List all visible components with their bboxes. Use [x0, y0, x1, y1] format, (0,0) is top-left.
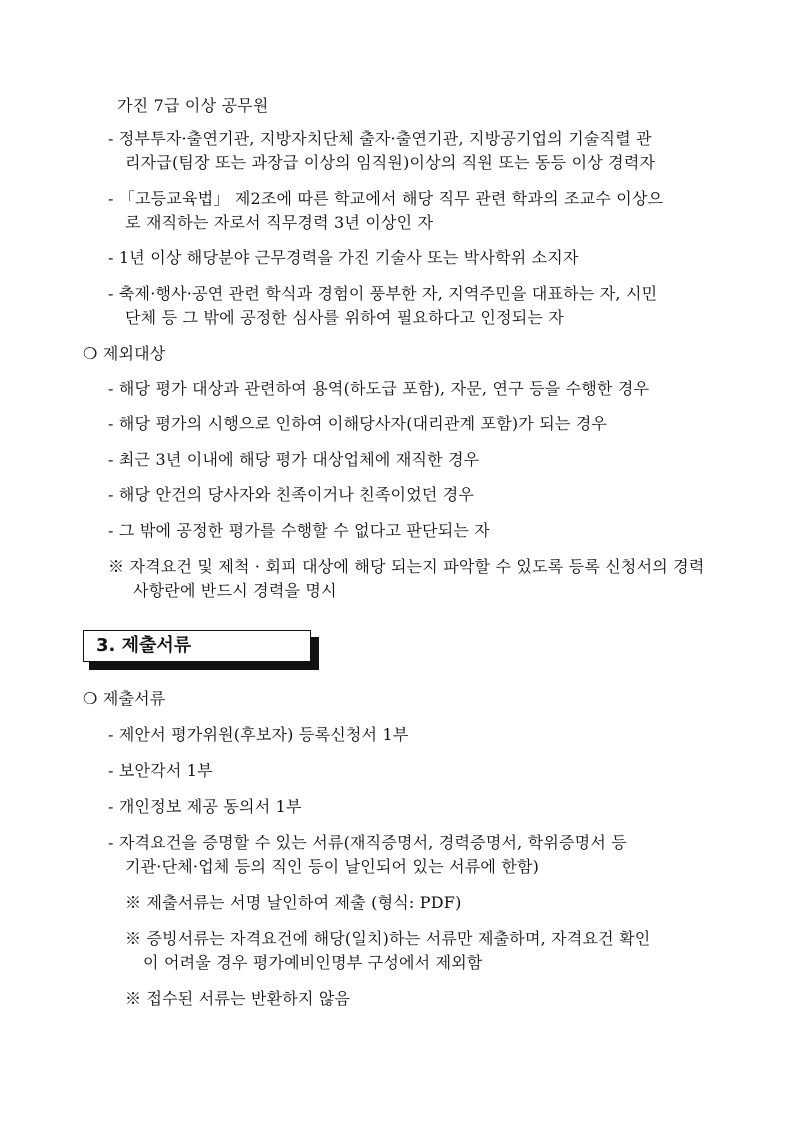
text-line: 단체 등 그 밖에 공정한 심사를 위하여 필요하다고 인정되는 자	[125, 308, 564, 327]
text-line: ❍ 제출서류	[83, 689, 166, 708]
text-line: - 그 밖에 공정한 평가를 수행할 수 없다고 판단되는 자	[108, 521, 490, 540]
text-line: ※ 자격요건 및 제척 · 회피 대상에 해당 되는지 파악할 수 있도록 등록 신청서의 경력	[108, 557, 705, 576]
text-line: 가진 7급 이상 공무원	[117, 96, 269, 115]
text-line: - 정부투자·출연기관, 지방자치단체 출자·출연기관, 지방공기업의 기술직렬 관	[108, 129, 652, 148]
text-line: - 자격요건을 증명할 수 있는 서류(재직증명서, 경력증명서, 학위증명서 등	[108, 833, 627, 852]
text-line: - 최근 3년 이내에 해당 평가 대상업체에 재직한 경우	[108, 450, 480, 469]
text-line: - 제안서 평가위원(후보자) 등록신청서 1부	[108, 725, 409, 744]
text-line: ※ 제출서류는 서명 날인하여 제출 (형식: PDF)	[125, 893, 462, 912]
text-line: ※ 증빙서류는 자격요건에 해당(일치)하는 서류만 제출하며, 자격요건 확인	[125, 929, 651, 948]
text-line: - 개인정보 제공 동의서 1부	[108, 797, 302, 816]
text-line: - 축제·행사·공연 관련 학식과 경험이 풍부한 자, 지역주민을 대표하는 자, 시민	[108, 284, 658, 303]
section-title: 3. 제출서류	[96, 635, 192, 656]
text-line: - 해당 안건의 당사자와 친족이거나 친족이었던 경우	[108, 485, 475, 504]
text-line: 사항란에 반드시 경력을 명시	[133, 581, 337, 600]
text-line: 로 재직하는 자로서 직무경력 3년 이상인 자	[125, 213, 434, 232]
text-line: 리자급(팀장 또는 과장급 이상의 임직원)이상의 직원 또는 동등 이상 경력자	[125, 153, 656, 172]
text-line: ※ 접수된 서류는 반환하지 않음	[125, 989, 351, 1008]
text-line: - 1년 이상 해당분야 근무경력을 가진 기술사 또는 박사학위 소지자	[108, 248, 579, 267]
text-line: - 「고등교육법」 제2조에 따른 학교에서 해당 직무 관련 학과의 조교수 이상으	[108, 189, 664, 208]
text-line: - 해당 평가의 시행으로 인하여 이해당사자(대리관계 포함)가 되는 경우	[108, 414, 608, 433]
text-line: 기관·단체·업체 등의 직인 등이 날인되어 있는 서류에 한함)	[125, 857, 540, 876]
text-line: ❍ 제외대상	[83, 344, 166, 363]
text-line: 이 어려울 경우 평가예비인명부 구성에서 제외함	[143, 953, 483, 972]
section-title-box	[83, 630, 311, 662]
text-line: - 보안각서 1부	[108, 761, 213, 780]
text-line: - 해당 평가 대상과 관련하여 용역(하도급 포함), 자문, 연구 등을 수행한 경우	[108, 379, 650, 398]
